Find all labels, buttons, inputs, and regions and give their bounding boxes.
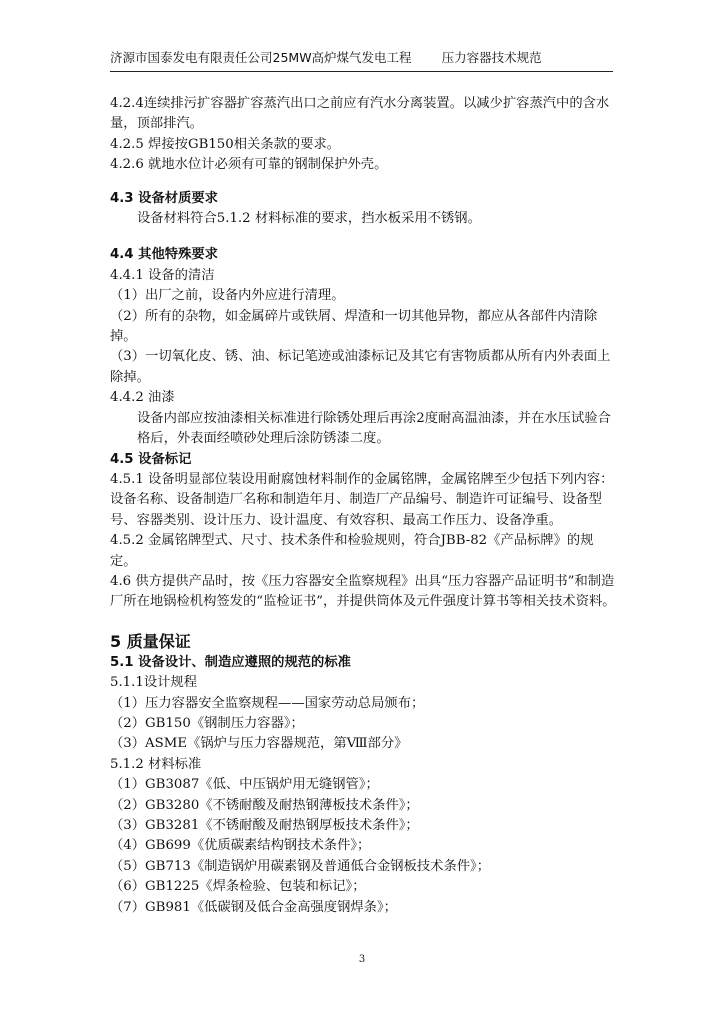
paragraph: 设备内部应按油漆相关标准进行除锈处理后再涂2度耐高温油漆，并在水压试验合格后，外表面经喷砂处理后涂防锈漆二度。 bbox=[137, 410, 611, 447]
paragraph: 4.5.2 金属铭牌型式、尺寸、技术条件和检验规则，符合JBB-82《产品标牌》的规定。 bbox=[110, 533, 594, 569]
list-item: （6）GB1225《焊条检验、包装和标记》； bbox=[110, 879, 366, 895]
list-item: （1）压力容器安全监察规程——国家劳动总局颁布； bbox=[110, 695, 425, 711]
paragraph: 4.4.2 油漆 bbox=[110, 390, 175, 406]
header-divider bbox=[110, 71, 613, 72]
section-heading-4-3: 4.3 设备材质要求 bbox=[110, 190, 218, 206]
paragraph: 4.5.1 设备明显部位装设用耐腐蚀材料制作的金属铭牌，金属铭牌至少包括下列内容：设备名称、设备制造厂名称和制造年月、制造厂产品编号、制造许可证编号、设备型号、容器类别、设计压力、设计温度、有效容积、最高工作压力、设备净重。 bbox=[110, 471, 614, 528]
paragraph: 4.2.4连续排污扩容器扩容蒸汽出口之前应有汽水分离装置。以减少扩容蒸汽中的含水量，顶部排汽。 bbox=[110, 96, 610, 132]
paragraph: 4.4.1 设备的清洁 bbox=[110, 267, 215, 283]
paragraph: 4.2.6 就地水位计必须有可靠的钢制保护外壳。 bbox=[110, 157, 388, 173]
header-document-title: 压力容器技术规范 bbox=[441, 50, 542, 65]
list-item: （1）出厂之前，设备内外应进行清理。 bbox=[110, 288, 345, 304]
list-item: （3）GB3281《不锈耐酸及耐热钢厚板技术条件》； bbox=[110, 818, 419, 833]
page-number: 3 bbox=[358, 954, 366, 965]
list-item: （5）GB713《制造锅炉用碳素钢及普通低合金钢板技术条件》； bbox=[110, 858, 491, 874]
list-item: （3）ASME《锅炉与压力容器规范，第Ⅷ部分》 bbox=[110, 736, 408, 752]
chapter-heading-5: 5 质量保证 bbox=[110, 631, 191, 651]
list-item: （2）所有的杂物，如金属碎片或铁屑、焊渣和一切其他异物，都应从各部件内清除掉。 bbox=[110, 308, 598, 345]
list-item: （4）GB699《优质碳素结构钢技术条件》； bbox=[110, 838, 371, 854]
paragraph: 4.6 供方提供产品时，按《压力容器安全监察规程》出具“压力容器产品证明书”和制造厂所在地锅检机构签发的“监检证书”，并提供筒体及元件强度计算书等相关技术资料。 bbox=[110, 573, 616, 610]
paragraph: 设备材料符合5.1.2 材料标准的要求，挡水板采用不锈钢。 bbox=[137, 211, 481, 227]
list-item: （3）一切氧化皮、锈、油、标记笔迹或油漆标记及其它有害物质都从所有内外表面上除掉。 bbox=[110, 349, 611, 385]
page-header bbox=[110, 50, 613, 66]
list-item: （2）GB3280《不锈耐酸及耐热钢薄板技术条件》； bbox=[110, 797, 419, 813]
paragraph: 5.1.1设计规程 bbox=[110, 675, 198, 691]
header-project-name: 济源市国泰发电有限责任公司25MW高炉煤气发电工程 bbox=[110, 50, 412, 65]
section-heading-4-5: 4.5 设备标记 bbox=[110, 451, 192, 467]
list-item: （7）GB981《低碳钢及低合金高强度钢焊条》； bbox=[110, 899, 397, 915]
paragraph: 5.1.2 材料标准 bbox=[110, 756, 202, 772]
page-content bbox=[110, 94, 616, 918]
list-item: （1）GB3087《低、中压锅炉用无缝钢管》； bbox=[110, 777, 379, 793]
paragraph: 4.2.5 焊接按GB150相关条款的要求。 bbox=[110, 136, 341, 152]
list-item: （2）GB150《钢制压力容器》； bbox=[110, 715, 304, 731]
section-heading-5-1: 5.1 设备设计、制造应遵照的规范的标准 bbox=[110, 654, 351, 670]
section-heading-4-4: 4.4 其他特殊要求 bbox=[110, 247, 218, 263]
